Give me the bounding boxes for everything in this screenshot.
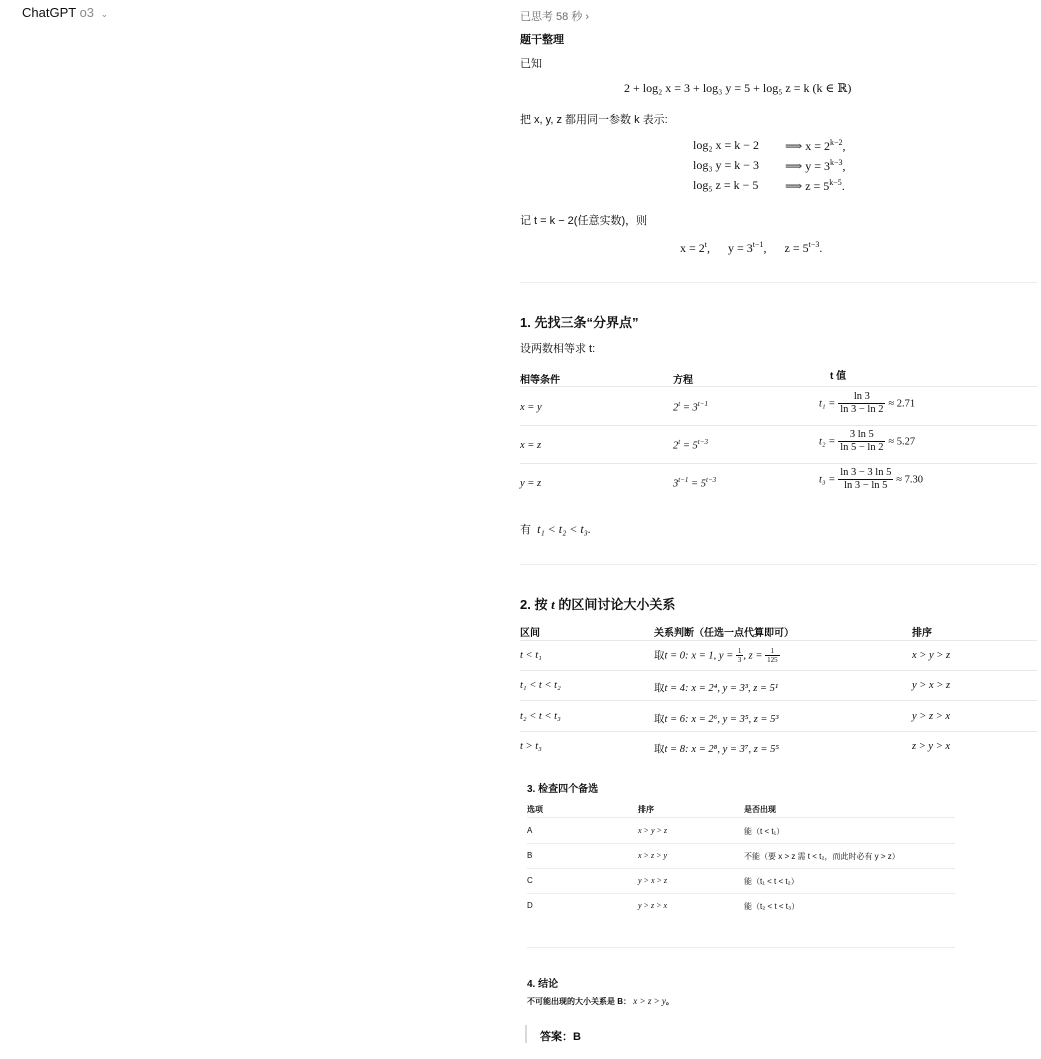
- pick-t: t = 4:: [664, 683, 689, 694]
- table3-header-appear: 是否出现: [744, 805, 776, 814]
- table3-option: A: [527, 826, 533, 835]
- derivation-line: [693, 138, 759, 153]
- eq-base-a: 2: [673, 402, 679, 414]
- table-row-line: [527, 843, 955, 844]
- derivation-rhs-exp: k−5: [829, 178, 842, 187]
- table2-judge: [654, 647, 780, 664]
- approx: ≈ 2.71: [888, 398, 916, 410]
- t-name: t₃ =: [819, 474, 836, 486]
- section1-conclusion: [520, 521, 591, 537]
- table2-order: x > y > z: [912, 650, 951, 661]
- table2-judge: [654, 680, 778, 695]
- pick-vals: x = 2⁶, y = 3⁵, z = 5³: [691, 714, 779, 725]
- table-row-line: [520, 731, 1037, 732]
- table2-header-judge: 关系判断（任选一点代算即可）: [654, 628, 794, 639]
- table2-interval: t₂ < t < t₃: [520, 711, 561, 722]
- table3-verdict: 能（t < t₁）: [744, 827, 785, 836]
- eq-base-b: 3: [692, 402, 698, 414]
- pick-label: 取: [654, 713, 665, 725]
- derivation-rhs-base: ⟹ y = 3: [785, 159, 830, 173]
- text-param: 把 x, y, z 都用同一参数 k 表示:: [520, 114, 668, 126]
- table1-cond: x = z: [520, 440, 542, 451]
- model-name: o3: [79, 5, 95, 20]
- table-header-line: [527, 817, 955, 818]
- frac-num: ln 3: [838, 391, 885, 404]
- chevron-down-icon: ⌄: [100, 9, 109, 19]
- eq-exp-a: t: [678, 400, 681, 408]
- table3-order: y > z > x: [638, 901, 668, 910]
- table2-order: y > z > x: [912, 711, 951, 722]
- table1-header-eq: 方程: [673, 375, 693, 386]
- section2-heading: [520, 594, 675, 613]
- conclusion-option: B：: [617, 997, 632, 1006]
- text-let: 记 t = k − 2(任意实数)，则: [520, 215, 648, 227]
- table3-verdict: 不能（要 x > z 需 t < t₂，而此时必有 y > z）: [744, 852, 900, 861]
- conclusion-math: t₁ < t₂ < t₃.: [537, 522, 591, 536]
- t-name: t₂ =: [819, 436, 836, 448]
- frac-den: ln 5 − ln 2: [840, 442, 884, 453]
- eq-exp-b: t−1: [697, 400, 708, 408]
- table2-judge: [654, 741, 779, 756]
- table3-verdict: 能（t₂ < t < t₃）: [744, 902, 800, 911]
- table2-header-interval: 区间: [520, 628, 540, 639]
- derivation-lhs: log₅ z = k − 5: [693, 178, 759, 192]
- t-eq-x: x = 2: [680, 241, 705, 255]
- frac-num: 1: [737, 647, 742, 655]
- derivation-line: [693, 178, 758, 193]
- table2-interval: t₁ < t < t₂: [520, 680, 561, 691]
- derivation-rhs-exp: k−3: [829, 158, 843, 167]
- derivation-line: [693, 158, 759, 173]
- eq-exp-b: t−3: [706, 476, 717, 484]
- table1-cond: y = z: [520, 478, 542, 489]
- frac-den: ln 3 − ln 5: [844, 480, 888, 491]
- table1-tvalue: [819, 391, 915, 416]
- eq-exp-a: t: [678, 438, 681, 446]
- conclusion-math: x > z > y: [633, 996, 666, 1006]
- answer-quote: 答案：B: [540, 1031, 581, 1043]
- approx: ≈ 7.30: [896, 474, 924, 486]
- section4-text: [527, 996, 674, 1007]
- table1-eq: $2^t = 3^{t-1}$: [673, 400, 708, 414]
- table2-order: z > y > x: [912, 741, 951, 752]
- thinking-label: 已思考 58 秒: [520, 11, 583, 23]
- t-eq-z-exp: t−3: [808, 240, 820, 249]
- t-eq-z: z = 5: [784, 241, 809, 255]
- derivation-rhs-tail: ,: [842, 139, 846, 153]
- pick-t: t = 0:: [664, 650, 689, 662]
- table-header-line: [520, 386, 1037, 387]
- table2-interval: t > t₃: [520, 741, 542, 752]
- table1-header-cond: 相等条件: [520, 375, 560, 386]
- blockquote-bar: [525, 1025, 527, 1043]
- pick-label: 取: [654, 649, 665, 662]
- pick-vals: x = 1, y =: [691, 650, 736, 662]
- derivation-rhs-tail: ,: [842, 159, 846, 173]
- table1-header-t: t 值: [830, 371, 847, 382]
- table-row-line: [520, 425, 1037, 426]
- heading-problem: 题干整理: [520, 34, 564, 46]
- app-title[interactable]: [22, 5, 108, 20]
- pick-label: 取: [654, 743, 665, 755]
- eq-base-a: 2: [673, 440, 679, 452]
- pick-t: t = 6:: [664, 714, 689, 725]
- table2-order: y > x > z: [912, 680, 951, 691]
- divider: [520, 564, 1037, 565]
- table2-judge: [654, 711, 779, 726]
- thinking-toggle[interactable]: [520, 8, 589, 24]
- derivation-lhs: log₃ y = k − 3: [693, 158, 760, 172]
- section1-heading: 1. 先找三条“分界点”: [520, 315, 639, 330]
- table3-header-option: 选项: [527, 805, 543, 814]
- eq-base-b: 5: [700, 478, 707, 490]
- table3-header-order: 排序: [638, 805, 654, 814]
- derivation-rhs-exp: k−2: [829, 138, 843, 147]
- chevron-right-icon: ›: [585, 11, 590, 23]
- t-eq-x-exp: t: [704, 240, 708, 249]
- table3-option: B: [527, 851, 533, 860]
- pick-vals: x = 2⁸, y = 3⁷, z = 5⁵: [691, 744, 780, 755]
- frac-num: 3 ln 5: [838, 429, 885, 442]
- table1-tvalue: [819, 467, 923, 492]
- table3-option: D: [527, 901, 533, 910]
- table1-tvalue: [819, 429, 915, 454]
- divider: [527, 947, 955, 948]
- table-row-line: [520, 670, 1037, 671]
- table-row-line: [520, 700, 1037, 701]
- table1-eq: $2^t = 5^{t-3}$: [673, 438, 708, 452]
- derivation-rhs: [785, 158, 846, 174]
- t-name: t₁ =: [819, 398, 836, 410]
- heading-post: 的区间讨论大小关系: [558, 597, 676, 612]
- eq-base-b: 5: [692, 440, 698, 452]
- heading-var: t: [551, 597, 555, 612]
- divider: [520, 282, 1037, 283]
- derivation-rhs: [785, 138, 846, 154]
- heading-pre: 2. 按: [520, 597, 548, 612]
- section1-subtext: 设两数相等求 t:: [520, 343, 596, 355]
- eq-exp-b: t−3: [697, 438, 708, 446]
- section4-heading: 4. 结论: [527, 979, 559, 990]
- eq-base-a: 3: [673, 478, 679, 490]
- pick-label: 取: [654, 682, 665, 694]
- table-row-line: [527, 868, 955, 869]
- frac-den: 125: [767, 656, 778, 664]
- app-name: ChatGPT: [22, 5, 76, 20]
- table3-order: y > x > z: [638, 876, 668, 885]
- eq-exp-a: t−1: [678, 476, 689, 484]
- conclusion-prefix: 有: [520, 524, 531, 536]
- derivation-lhs: log₂ x = k − 2: [693, 138, 760, 152]
- table-header-line: [520, 640, 1037, 641]
- derivation-rhs-base: ⟹ z = 5: [785, 179, 830, 193]
- table2-interval: t < t₁: [520, 650, 542, 661]
- t-eq-y-exp: t−1: [752, 240, 764, 249]
- frac-num: ln 3 − 3 ln 5: [840, 467, 892, 478]
- table3-order: x > z > y: [638, 851, 668, 860]
- table-row-line: [527, 893, 955, 894]
- text-known: 已知: [520, 58, 542, 70]
- approx: ≈ 5.27: [888, 436, 916, 448]
- frac-den: ln 3 − ln 2: [840, 404, 884, 415]
- table3-verdict: 能（t₁ < t < t₂）: [744, 877, 799, 886]
- frac-num: 1: [765, 647, 780, 656]
- main-equation: 2 + log₂ x = 3 + log₃ y = 5 + log₅ z = k (k ∈ ℝ): [624, 81, 852, 95]
- pick-vals: x = 2⁴, y = 3³, z = 5¹: [691, 683, 779, 694]
- derivation-rhs: [785, 178, 845, 194]
- table3-order: x > y > z: [638, 826, 668, 835]
- table2-header-order: 排序: [912, 628, 932, 639]
- assistant-message: [520, 0, 1037, 1059]
- frac-den: 3: [737, 656, 742, 664]
- conclusion-pre: 不可能出现的大小关系是: [527, 997, 615, 1006]
- table3-option: C: [527, 876, 533, 885]
- t-equation: $x = 2^t$, $y = 3^{t-1}$, $z = 5^{t-3}$.: [680, 240, 823, 255]
- conclusion-post: 。: [665, 997, 674, 1006]
- table-row-line: [520, 463, 1037, 464]
- derivation-rhs-tail: .: [841, 179, 845, 193]
- pick-vals2: , z =: [743, 650, 766, 662]
- derivation-rhs-base: ⟹ x = 2: [785, 139, 830, 153]
- pick-t: t = 8:: [664, 744, 689, 755]
- t-eq-y: y = 3: [728, 241, 753, 255]
- section3-heading: 3. 检查四个备选: [527, 784, 599, 795]
- table1-cond: x = y: [520, 402, 542, 413]
- table1-eq: $3^{t-1} = 5^{t-3}$: [673, 476, 717, 490]
